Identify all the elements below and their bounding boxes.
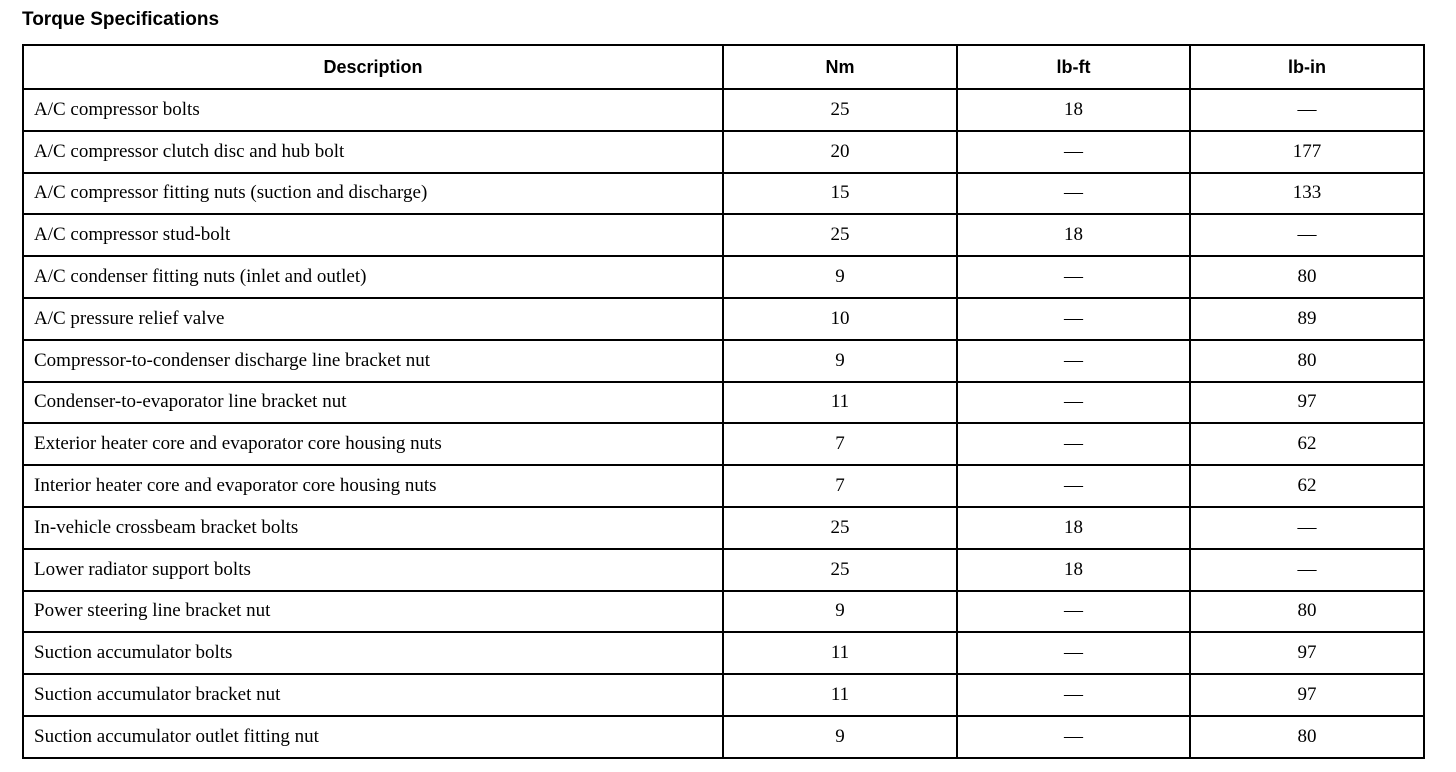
cell-lb-ft: —: [957, 632, 1190, 674]
cell-nm: 25: [723, 549, 957, 591]
cell-lb-in: 80: [1190, 340, 1424, 382]
cell-description: A/C condenser fitting nuts (inlet and outlet): [23, 256, 723, 298]
cell-description: Suction accumulator outlet fitting nut: [23, 716, 723, 758]
table-row: [23, 716, 1424, 758]
cell-nm: 10: [723, 298, 957, 340]
cell-lb-in: 62: [1190, 423, 1424, 465]
cell-nm: 15: [723, 173, 957, 215]
table-row: [23, 214, 1424, 256]
cell-nm: 11: [723, 632, 957, 674]
cell-lb-in: 80: [1190, 591, 1424, 633]
cell-lb-ft: —: [957, 340, 1190, 382]
cell-description: Condenser-to-evaporator line bracket nut: [23, 382, 723, 424]
cell-lb-in: 97: [1190, 382, 1424, 424]
cell-description: Compressor-to-condenser discharge line bracket nut: [23, 340, 723, 382]
torque-spec-table: [22, 44, 1425, 759]
cell-lb-in: 97: [1190, 674, 1424, 716]
cell-description: A/C compressor bolts: [23, 89, 723, 131]
cell-lb-ft: 18: [957, 507, 1190, 549]
cell-description: Interior heater core and evaporator core housing nuts: [23, 465, 723, 507]
cell-lb-in: 133: [1190, 173, 1424, 215]
cell-lb-in: 89: [1190, 298, 1424, 340]
table-row: [23, 340, 1424, 382]
cell-nm: 7: [723, 423, 957, 465]
cell-lb-ft: 18: [957, 549, 1190, 591]
cell-nm: 25: [723, 89, 957, 131]
cell-lb-in: —: [1190, 89, 1424, 131]
table-row: [23, 423, 1424, 465]
cell-lb-in: 97: [1190, 632, 1424, 674]
cell-nm: 9: [723, 591, 957, 633]
cell-description: A/C compressor clutch disc and hub bolt: [23, 131, 723, 173]
cell-nm: 7: [723, 465, 957, 507]
cell-lb-in: 177: [1190, 131, 1424, 173]
cell-nm: 11: [723, 674, 957, 716]
cell-description: A/C compressor stud-bolt: [23, 214, 723, 256]
table-row: [23, 465, 1424, 507]
table-row: [23, 382, 1424, 424]
cell-lb-ft: —: [957, 465, 1190, 507]
table-row: [23, 507, 1424, 549]
cell-description: Power steering line bracket nut: [23, 591, 723, 633]
cell-lb-in: 80: [1190, 256, 1424, 298]
cell-description: Suction accumulator bolts: [23, 632, 723, 674]
header-nm: Nm: [723, 45, 957, 89]
cell-lb-in: —: [1190, 214, 1424, 256]
cell-description: In-vehicle crossbeam bracket bolts: [23, 507, 723, 549]
cell-lb-in: 80: [1190, 716, 1424, 758]
cell-nm: 9: [723, 340, 957, 382]
cell-description: Exterior heater core and evaporator core housing nuts: [23, 423, 723, 465]
cell-nm: 20: [723, 131, 957, 173]
cell-lb-ft: 18: [957, 89, 1190, 131]
table-row: [23, 549, 1424, 591]
cell-nm: 11: [723, 382, 957, 424]
table-row: [23, 89, 1424, 131]
cell-lb-in: —: [1190, 507, 1424, 549]
cell-lb-ft: —: [957, 382, 1190, 424]
cell-lb-ft: —: [957, 423, 1190, 465]
cell-lb-ft: —: [957, 674, 1190, 716]
cell-lb-ft: 18: [957, 214, 1190, 256]
table-row: [23, 131, 1424, 173]
table-row: [23, 591, 1424, 633]
cell-lb-in: 62: [1190, 465, 1424, 507]
table-row: [23, 674, 1424, 716]
header-description: Description: [23, 45, 723, 89]
table-row: [23, 173, 1424, 215]
cell-nm: 25: [723, 507, 957, 549]
cell-nm: 9: [723, 256, 957, 298]
table-header-row: [23, 45, 1424, 89]
cell-lb-ft: —: [957, 131, 1190, 173]
table-body: [23, 89, 1424, 758]
cell-lb-ft: —: [957, 591, 1190, 633]
cell-description: Lower radiator support bolts: [23, 549, 723, 591]
cell-description: A/C compressor fitting nuts (suction and discharge): [23, 173, 723, 215]
table-row: [23, 298, 1424, 340]
page-title: Torque Specifications: [22, 9, 220, 30]
cell-lb-ft: —: [957, 256, 1190, 298]
cell-lb-ft: —: [957, 173, 1190, 215]
cell-description: A/C pressure relief valve: [23, 298, 723, 340]
cell-nm: 25: [723, 214, 957, 256]
cell-lb-ft: —: [957, 716, 1190, 758]
cell-nm: 9: [723, 716, 957, 758]
cell-description: Suction accumulator bracket nut: [23, 674, 723, 716]
table-row: [23, 632, 1424, 674]
header-lb-in: lb-in: [1190, 45, 1424, 89]
cell-lb-in: —: [1190, 549, 1424, 591]
table-row: [23, 256, 1424, 298]
header-lb-ft: lb-ft: [957, 45, 1190, 89]
cell-lb-ft: —: [957, 298, 1190, 340]
